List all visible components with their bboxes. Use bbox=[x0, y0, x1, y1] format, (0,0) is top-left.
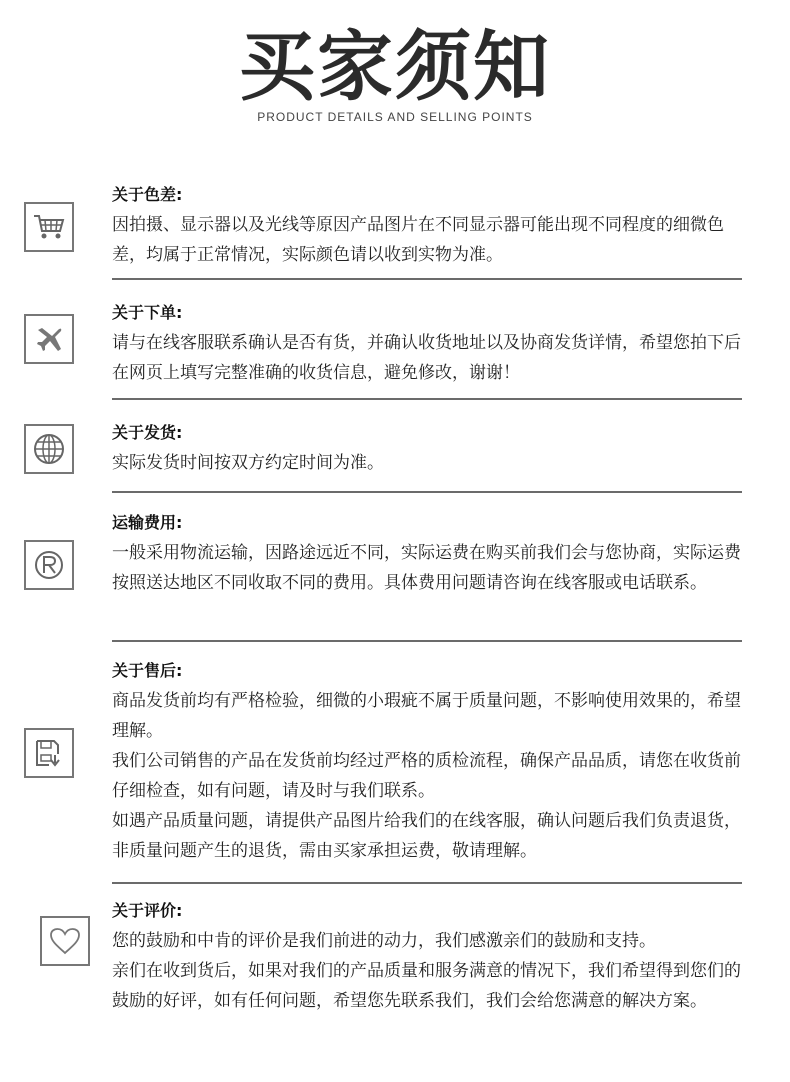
section-heading: 关于售后: bbox=[112, 661, 183, 680]
divider bbox=[112, 398, 742, 400]
airplane-icon bbox=[24, 314, 74, 364]
section-paragraph: 实际发货时间按双方约定时间为准。 bbox=[112, 453, 384, 473]
section-paragraph: 如遇产品质量问题，请提供产品图片给我们的在线客服，确认问题后我们负责退货，非质量问题产生的退货，需由买家承担运费，敬请理解。 bbox=[112, 811, 741, 861]
section-ordering bbox=[112, 298, 752, 388]
section-paragraph: 商品发货前均有严格检验，细微的小瑕疵不属于质量问题，不影响使用效果的，希望理解。 bbox=[112, 691, 741, 741]
section-color-difference bbox=[112, 180, 752, 270]
divider bbox=[112, 491, 742, 493]
section-paragraph: 您的鼓励和中肯的评价是我们前进的动力，我们感激亲们的鼓励和支持。 bbox=[112, 931, 656, 951]
section-paragraph: 亲们在收到货后，如果对我们的产品质量和服务满意的情况下，我们希望得到您们的鼓励的好评，如有任何问题，希望您先联系我们，我们会给您满意的解决方案。 bbox=[112, 961, 741, 1011]
section-heading: 关于评价: bbox=[112, 901, 183, 920]
section-paragraph: 请与在线客服联系确认是否有货，并确认收货地址以及协商发货详情，希望您拍下后在网页上填写完整准确的收货信息，避免修改，谢谢！ bbox=[112, 333, 741, 383]
section-paragraph: 我们公司销售的产品在发货前均经过严格的质检流程，确保产品品质，请您在收货前仔细检查，如有问题，请及时与我们联系。 bbox=[112, 751, 741, 801]
divider bbox=[112, 882, 742, 884]
section-shipping-fees bbox=[112, 508, 752, 598]
section-heading: 运输费用: bbox=[112, 513, 183, 532]
save-download-icon bbox=[24, 728, 74, 778]
shopping-cart-icon bbox=[24, 202, 74, 252]
heart-icon bbox=[40, 916, 90, 966]
section-paragraph: 一般采用物流运输，因路途远近不同，实际运费在购买前我们会与您协商，实际运费按照送达地区不同收取不同的费用。具体费用问题请咨询在线客服或电话联系。 bbox=[112, 543, 741, 593]
section-reviews bbox=[112, 896, 752, 1016]
divider bbox=[112, 640, 742, 642]
section-heading: 关于色差: bbox=[112, 185, 183, 204]
section-heading: 关于发货: bbox=[112, 423, 183, 442]
page-title: 买家须知 bbox=[239, 22, 551, 111]
section-after-sales bbox=[112, 656, 752, 866]
divider bbox=[112, 278, 742, 280]
globe-icon bbox=[24, 424, 74, 474]
section-paragraph: 因拍摄、显示器以及光线等原因产品图片在不同显示器可能出现不同程度的细微色差，均属于正常情况，实际颜色请以收到实物为准。 bbox=[112, 215, 724, 265]
page-subtitle: PRODUCT DETAILS AND SELLING POINTS bbox=[257, 110, 533, 124]
section-heading: 关于下单: bbox=[112, 303, 183, 322]
registered-icon bbox=[24, 540, 74, 590]
section-shipping bbox=[112, 418, 752, 478]
